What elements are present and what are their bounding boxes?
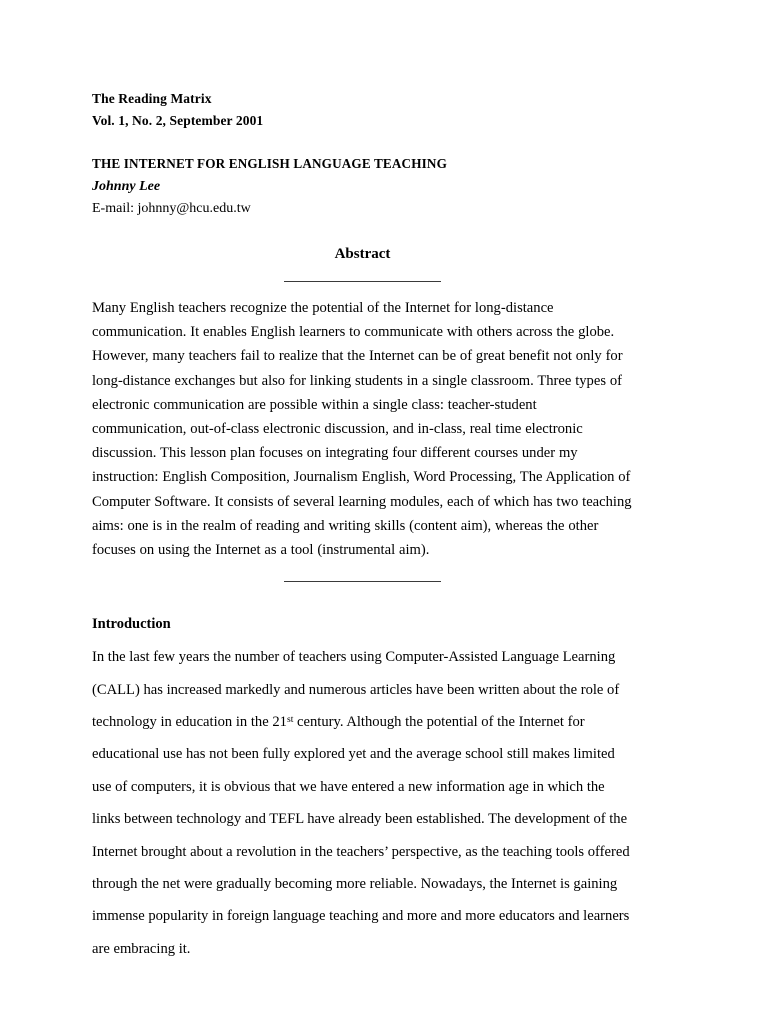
author-name: Johnny Lee: [92, 179, 161, 194]
horizontal-rule: [284, 581, 441, 582]
ordinal-superscript: st: [286, 714, 294, 725]
introduction-heading: Introduction: [92, 616, 171, 633]
horizontal-rule: [284, 281, 441, 282]
journal-header: [92, 88, 633, 132]
introduction-body-part-1: In the last few years the number of teachers using Computer-Assisted Language Learning (CALL) has increased markedly and numerous articles have been written about the role of technology in education in the 21: [92, 649, 620, 731]
introduction-body-part-2: century. Although the potential of the Internet for educational use has not been fully explored yet and the average school still makes limited use of computers, it is obvious that we have entered a new information age in which the links between technology and TEFL have already been established. The development of the Internet brought about a revolution in the teachers’ perspective, as the teaching tools offered through the net were gradually becoming more reliable. Nowadays, the Internet is gaining immense popularity in foreign language teaching and more and more educators and learners are embracing it.: [92, 714, 630, 957]
article-title: THE INTERNET FOR ENGLISH LANGUAGE TEACHING: [92, 156, 447, 171]
author-email: E-mail: johnny@hcu.edu.tw: [92, 201, 251, 216]
abstract-body: Many English teachers recognize the potential of the Internet for long-distance communication. It enables English learners to communicate with others across the globe. However, many teachers fail to realize that the Internet can be of great benefit not only for long-distance exchanges but also for linking students in a single classroom. Three types of electronic communication are possible within a single class: teacher-student communication, out-of-class electronic discussion, and in-class, real time electronic discussion. This lesson plan focuses on integrating four different courses under my instruction: English Composition, Journalism English, Word Processing, The Application of Computer Software. It consists of several learning modules, each of which has two teaching aims: one is in the realm of reading and writing skills (content aim), whereas the other focuses on using the Internet as a tool (instrumental aim).: [92, 300, 632, 559]
abstract-heading: Abstract: [334, 246, 391, 262]
introduction-body: [92, 635, 633, 965]
journal-issue: Vol. 1, No. 2, September 2001: [92, 113, 264, 128]
page-content-column: [92, 88, 633, 965]
header-spacer: [92, 132, 633, 153]
journal-name: The Reading Matrix: [92, 91, 212, 106]
